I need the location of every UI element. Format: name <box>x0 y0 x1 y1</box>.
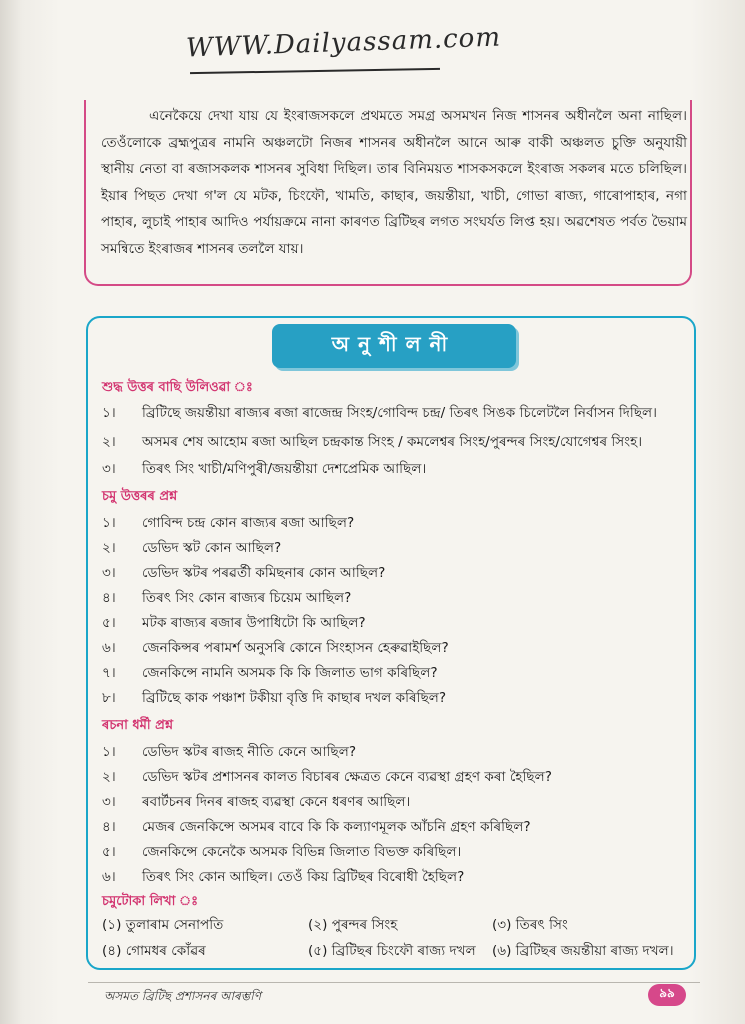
footer-divider <box>88 982 700 983</box>
item-number: ১। <box>102 744 116 760</box>
item-text: অসমৰ শেষ আহোম ৰজা আছিল চন্দ্ৰকান্ত সিংহ / কমলেশ্বৰ সিংহ/পুৰন্দৰ সিংহ/যোগেশ্বৰ সিংহ। <box>142 434 643 450</box>
item-number: ৬। <box>102 640 116 656</box>
item-number: ২। <box>102 540 116 556</box>
list-item <box>102 816 682 839</box>
item-text: জেনকিন্সৰ পৰামৰ্শ অনুসৰি কোনে সিংহাসন হেৰুৱাইছিল? <box>142 640 449 656</box>
item-text: ডেভিদ স্কট কোন আছিল? <box>142 540 282 556</box>
item-number: ৭। <box>102 665 116 681</box>
page-number-badge: ৯৯ <box>648 984 686 1006</box>
list-item <box>102 562 682 585</box>
item-text: ডেভিদ স্কটৰ ৰাজহ নীতি কেনে আছিল? <box>142 744 357 760</box>
item-text: ডেভিদ স্কটৰ পৰৱৰ্তী কমিছনাৰ কোন আছিল? <box>142 565 386 581</box>
item-text: ৰবাৰ্টচনৰ দিনৰ ৰাজহ ব্যৱস্থা কেনে ধৰণৰ আছিল। <box>142 794 411 810</box>
footer-chapter-title: অসমত ব্ৰিটিছ প্ৰশাসনৰ আৰম্ভণি <box>104 989 261 1003</box>
list-item <box>102 612 682 635</box>
item-text: মেজৰ জেনকিন্সে অসমৰ বাবে কি কি কল্যাণমূলক আঁচনি গ্ৰহণ কৰিছিল? <box>142 819 531 835</box>
item-number: ৫। <box>102 615 116 631</box>
item-number: ১। <box>102 405 116 421</box>
list-item <box>102 431 682 454</box>
item-text: গোবিন্দ চন্দ্ৰ কোন ৰাজ্যৰ ৰজা আছিল? <box>142 515 355 531</box>
item-text: ব্ৰিটিছে কাক পঞ্চাশ টকীয়া বৃত্তি দি কাছাৰ দখল কৰিছিল? <box>142 690 447 706</box>
item-text: ব্ৰিটিছে জয়ন্তীয়া ৰাজ্যৰ ৰজা ৰাজেন্দ্ৰ সিংহ/গোবিন্দ চন্দ্ৰ/ তিৰৎ সিঙক চিলেটলৈ নিৰ্বাসন দিছিল। <box>142 405 658 421</box>
item-number: ৪। <box>102 590 116 606</box>
section-heading-short: চমু উত্তৰৰ প্ৰশ্ন <box>102 489 178 504</box>
list-item <box>102 841 682 864</box>
list-item <box>102 637 682 660</box>
item-number: ৬। <box>102 869 116 885</box>
item-text: মটক ৰাজ্যৰ ৰজাৰ উপাধিটো কি আছিল? <box>142 615 366 631</box>
list-item <box>102 741 682 764</box>
note-item: (৪) গোমধৰ কোঁৱৰ <box>102 943 206 959</box>
list-item <box>102 866 682 889</box>
section-heading-notes: চমুটোকা লিখা ঃ <box>102 894 199 909</box>
watermark-url: WWW.Dailyassam.com <box>185 22 502 64</box>
section-heading-mcq: শুদ্ধ উত্তৰ বাছি উলিওৱা ঃ <box>102 380 253 395</box>
intro-paragraph: এনেকৈয়ে দেখা যায় যে ইংৰাজসকলে প্ৰথমতে সমগ্ৰ অসমখন নিজ শাসনৰ অধীনলৈ অনা নাছিল। তেওঁলোকে ব্ৰহ্মপুত্ৰৰ নামনি অঞ্চলটো নিজৰ শাসনৰ অধীনলৈ আনে আৰু বাকী অঞ্চলত চুক্তি অনুযায়ী স্থানীয় নেতা বা ৰজাসকলক শাসনৰ সুবিধা দিছিল। তাৰ বিনিময়ত শাসকসকলে ইংৰাজ সকলৰ মতে চলিছিল। ইয়াৰ পিছত দেখা গ'ল যে মটক, চিংফৌ, খামতি, কাছাৰ, জয়ন্তীয়া, খাচী, গোভা ৰাজ্য, গাৰোপাহাৰ, নগা পাহাৰ, লুচাই পাহাৰ আদিও পৰ্যায়ক্ৰমে নানা কাৰণত ব্ৰিটিছৰ লগত সংঘৰ্যত লিপ্ত হয়। অৱশেষত পৰ্বত ভৈয়াম সমন্বিতে ইংৰাজৰ শাসনৰ তললৈ যায়। <box>101 108 687 257</box>
item-number: ৩। <box>102 461 116 477</box>
item-text: ডেভিদ স্কটৰ প্ৰশাসনৰ কালত বিচাৰৰ ক্ষেত্ৰত কেনে ব্যৱস্থা গ্ৰহণ কৰা হৈছিল? <box>142 769 552 785</box>
note-item: (৫) ব্ৰিটিছৰ চিংফৌ ৰাজ্য দখল <box>308 943 476 959</box>
item-number: ৪। <box>102 819 116 835</box>
item-number: ২। <box>102 434 116 450</box>
note-item: (২) পুৰন্দৰ সিংহ <box>308 917 398 933</box>
notes-row <box>102 940 692 963</box>
item-text: তিৰৎ সিং খাচী/মণিপুৰী/জয়ন্তীয়া দেশপ্ৰেমিক আছিল। <box>142 461 427 477</box>
item-number: ৩। <box>102 794 116 810</box>
note-item: (৩) তিৰৎ সিং <box>492 917 568 933</box>
item-number: ৮। <box>102 690 116 706</box>
item-number: ১। <box>102 515 116 531</box>
item-text: জেনকিন্সে নামনি অসমক কি কি জিলাত ভাগ কৰিছিল? <box>142 665 438 681</box>
exercise-title: অনুশীলনী <box>272 324 516 368</box>
notes-row <box>102 914 692 937</box>
list-item <box>102 687 682 710</box>
item-number: ৫। <box>102 844 116 860</box>
list-item <box>102 537 682 560</box>
note-item: (১) তুলাৰাম সেনাপতি <box>102 917 224 933</box>
item-text: জেনকিন্সে কেনেকৈ অসমক বিভিন্ন জিলাত বিভক্ত কৰিছিল। <box>142 844 462 860</box>
item-number: ৩। <box>102 565 116 581</box>
list-item <box>102 791 682 814</box>
note-item: (৬) ব্ৰিটিছৰ জয়ন্তীয়া ৰাজ্য দখল। <box>492 943 674 959</box>
list-item <box>102 402 682 425</box>
list-item <box>102 458 682 481</box>
item-number: ২। <box>102 769 116 785</box>
item-text: তিৰৎ সিং কোন আছিল। তেওঁ কিয় ব্ৰিটিছৰ বিৰোধী হৈছিল? <box>142 869 465 885</box>
list-item <box>102 512 682 535</box>
list-item <box>102 587 682 610</box>
intro-text <box>101 103 687 262</box>
item-text: তিৰৎ সিং কোন ৰাজ্যৰ চিয়েম আছিল? <box>142 590 352 606</box>
list-item <box>102 662 682 685</box>
list-item <box>102 766 682 789</box>
section-heading-essay: ৰচনা ধৰ্মী প্ৰশ্ন <box>102 718 174 733</box>
